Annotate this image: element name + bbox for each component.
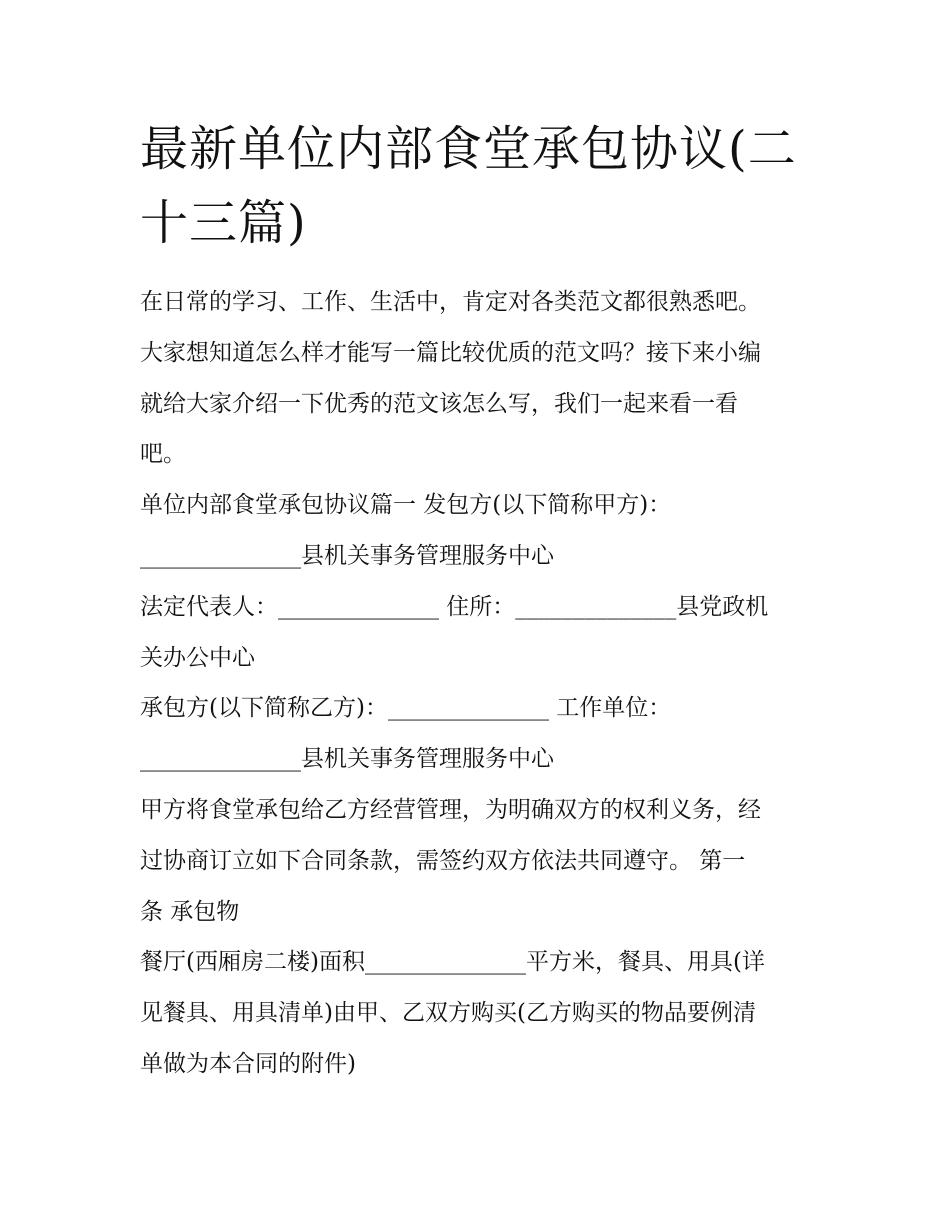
body-line: 关办公中心 bbox=[140, 644, 255, 671]
body-line: 过协商订立如下合同条款，需签约双方依法共同遵守。 第一 bbox=[140, 847, 746, 874]
body-line: ______________县机关事务管理服务中心 bbox=[140, 542, 554, 569]
document-body bbox=[140, 277, 820, 1090]
body-line: 承包方(以下简称乙方)：______________ 工作单位： bbox=[140, 695, 672, 722]
body-line: 条 承包物 bbox=[140, 898, 240, 925]
body-line: 在日常的学习、工作、生活中，肯定对各类范文都很熟悉吧。 bbox=[140, 289, 761, 315]
body-line: 吧。 bbox=[140, 441, 186, 468]
body-line: 法定代表人：______________ 住所：______________县党政机 bbox=[140, 593, 769, 620]
body-line: 餐厅(西厢房二楼)面积______________平方米，餐具、用具(详 bbox=[140, 949, 765, 976]
body-line: 甲方将食堂承包给乙方经营管理，为明确双方的权利义务，经 bbox=[140, 796, 761, 823]
body-line: 单做为本合同的附件) bbox=[140, 1050, 356, 1077]
document-title: 最新单位内部食堂承包协议(二十三篇) bbox=[140, 121, 797, 251]
body-line: ______________县机关事务管理服务中心 bbox=[140, 746, 554, 773]
body-line: 大家想知道怎么样才能写一篇比较优质的范文吗？接下来小编 bbox=[140, 339, 761, 366]
body-line: 见餐具、用具清单)由甲、乙双方购买(乙方购买的物品要例清 bbox=[140, 1000, 756, 1027]
body-line: 就给大家介绍一下优秀的范文该怎么写，我们一起来看一看 bbox=[140, 390, 738, 417]
section-heading-line: 单位内部食堂承包协议篇一 发包方(以下简称甲方)： bbox=[140, 492, 672, 519]
